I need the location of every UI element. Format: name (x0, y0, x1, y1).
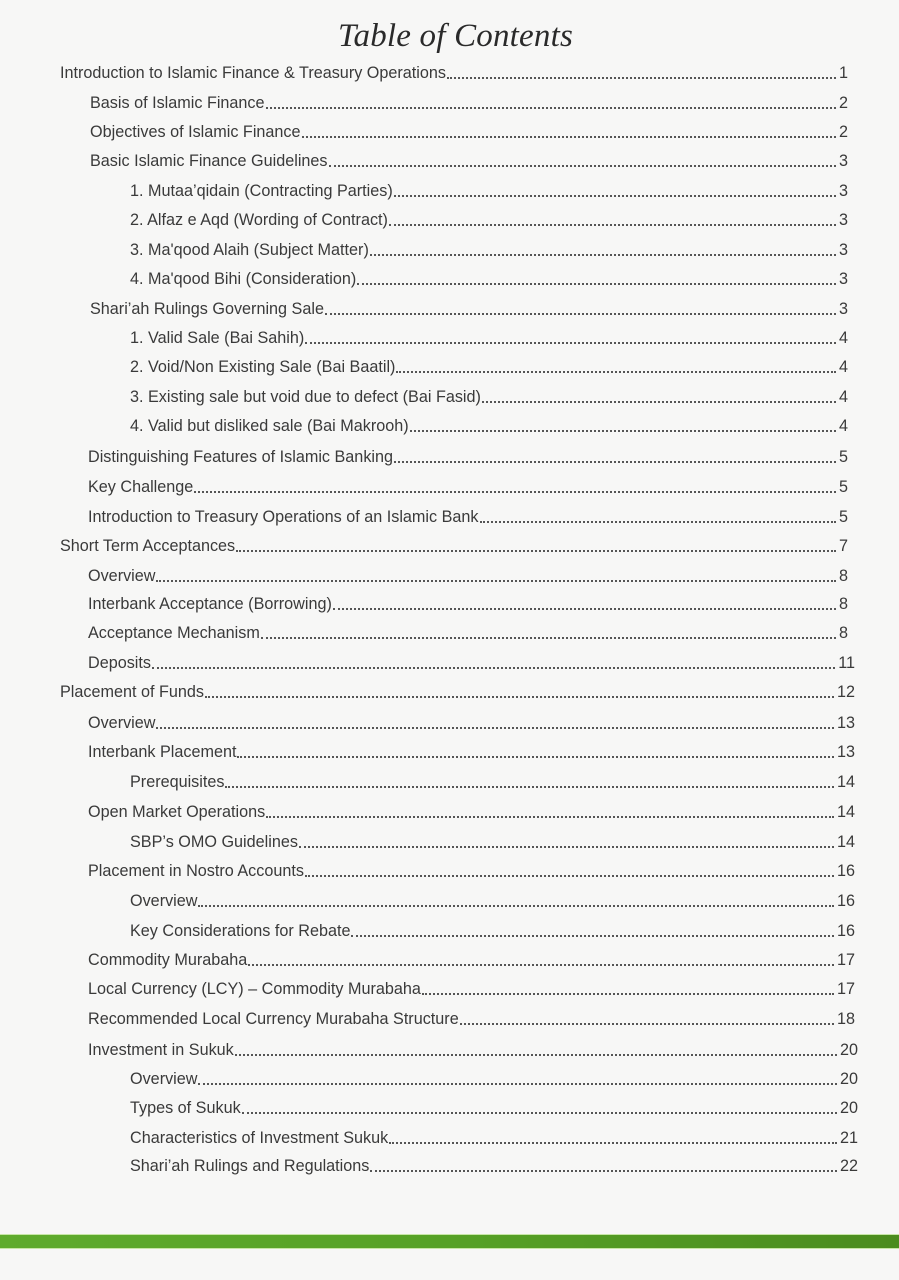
toc-entry-page-number: 1 (838, 64, 848, 82)
toc-entry[interactable] (90, 148, 848, 174)
dot-leader (302, 119, 836, 145)
dot-leader (329, 148, 836, 174)
toc-entry-page-number: 7 (838, 537, 848, 555)
toc-entry[interactable] (130, 325, 848, 351)
dot-leader (198, 888, 834, 914)
toc-entry-page-number: 3 (838, 211, 848, 229)
toc-entry-title: 3. Ma'qood Alaih (Subject Matter) (130, 241, 369, 259)
toc-entry[interactable] (60, 679, 855, 705)
toc-entry-title: Prerequisites (130, 773, 225, 791)
dot-leader (266, 799, 834, 825)
toc-entry-page-number: 3 (838, 182, 848, 200)
toc-entry-page-number: 16 (836, 892, 855, 910)
toc-entry-page-number: 4 (838, 329, 848, 347)
dot-leader (357, 266, 836, 292)
dot-leader (351, 918, 834, 944)
dot-leader (236, 533, 836, 559)
toc-entry-title: Open Market Operations (88, 803, 266, 821)
toc-entry[interactable] (88, 947, 855, 973)
toc-entry-page-number: 22 (839, 1157, 858, 1175)
toc-entry-page-number: 14 (836, 803, 855, 821)
toc-entry[interactable] (88, 591, 848, 617)
toc-entry-page-number: 8 (838, 595, 848, 613)
toc-entry-title: 3. Existing sale but void due to defect (Bai Fasid) (130, 388, 481, 406)
toc-entry-title: Interbank Placement (88, 743, 237, 761)
toc-entry-page-number: 21 (839, 1129, 858, 1147)
toc-entry[interactable] (90, 90, 848, 116)
toc-entry[interactable] (88, 1006, 855, 1032)
toc-entry-title: 2. Alfaz e Aqd (Wording of Contract) (130, 211, 388, 229)
dot-leader (198, 1066, 837, 1092)
dot-leader (410, 413, 836, 439)
toc-entry-page-number: 13 (836, 743, 855, 761)
toc-entry-title: Types of Sukuk (130, 1099, 241, 1117)
dot-leader (422, 976, 834, 1002)
dot-leader (482, 384, 836, 410)
dot-leader (156, 563, 836, 589)
dot-leader (394, 178, 836, 204)
dot-leader (299, 829, 834, 855)
toc-entry-page-number: 4 (838, 358, 848, 376)
toc-entry-title: Key Considerations for Rebate (130, 922, 351, 940)
toc-entry[interactable] (90, 296, 848, 322)
toc-entry[interactable] (130, 918, 855, 944)
toc-entry-page-number: 2 (838, 94, 848, 112)
toc-entry-page-number: 4 (838, 417, 848, 435)
toc-entry[interactable] (88, 710, 855, 736)
toc-entry-page-number: 3 (838, 241, 848, 259)
toc-entry-title: 4. Ma'qood Bihi (Consideration) (130, 270, 357, 288)
toc-entry-page-number: 3 (838, 152, 848, 170)
toc-entry[interactable] (60, 60, 848, 86)
toc-entry[interactable] (130, 1066, 858, 1092)
toc-entry[interactable] (88, 799, 855, 825)
dot-leader (447, 60, 836, 86)
toc-entry[interactable] (130, 1125, 858, 1151)
toc-entry-title: Introduction to Treasury Operations of an Islamic Bank (88, 508, 479, 526)
toc-entry-title: Acceptance Mechanism (88, 624, 260, 642)
toc-entry-page-number: 2 (838, 123, 848, 141)
dot-leader (389, 207, 836, 233)
toc-entry[interactable] (88, 444, 848, 470)
toc-entry-page-number: 14 (836, 773, 855, 791)
dot-leader (333, 591, 836, 617)
toc-entry[interactable] (88, 504, 848, 530)
toc-entry-page-number: 8 (838, 624, 848, 642)
toc-entry-page-number: 8 (838, 567, 848, 585)
toc-entry[interactable] (90, 119, 848, 145)
toc-entry-title: Deposits (88, 654, 151, 672)
dot-leader (396, 354, 836, 380)
toc-entry[interactable] (88, 858, 855, 884)
toc-entry[interactable] (130, 829, 855, 855)
toc-entry[interactable] (130, 769, 855, 795)
toc-entry-title: Introduction to Islamic Finance & Treasury Operations (60, 64, 446, 82)
dot-leader (370, 1153, 837, 1179)
toc-entry[interactable] (130, 237, 848, 263)
toc-entry[interactable] (60, 533, 848, 559)
toc-entry-title: Objectives of Islamic Finance (90, 123, 301, 141)
footer-green-rule (0, 1235, 899, 1248)
toc-entry-page-number: 20 (839, 1099, 858, 1117)
dot-leader (325, 296, 836, 322)
toc-entry[interactable] (130, 354, 848, 380)
toc-entry-page-number: 16 (836, 862, 855, 880)
toc-entry-page-number: 13 (836, 714, 855, 732)
toc-entry[interactable] (88, 620, 848, 646)
toc-entry-title: Commodity Murabaha (88, 951, 248, 969)
dot-leader (152, 650, 835, 676)
dot-leader (156, 710, 834, 736)
dot-leader (261, 620, 836, 646)
toc-entry-title: Investment in Sukuk (88, 1041, 234, 1059)
toc-entry-page-number: 3 (838, 300, 848, 318)
toc-entry-title: Characteristics of Investment Sukuk (130, 1129, 389, 1147)
toc-entry-title: 1. Mutaa’qidain (Contracting Parties) (130, 182, 393, 200)
toc-entry-title: Overview (130, 892, 198, 910)
toc-entry-title: Overview (130, 1070, 198, 1088)
toc-entry-title: Local Currency (LCY) – Commodity Murabaha (88, 980, 421, 998)
dot-leader (305, 325, 836, 351)
toc-entry-title: Basis of Islamic Finance (90, 94, 265, 112)
dot-leader (480, 504, 836, 530)
dot-leader (235, 1037, 837, 1063)
toc-entry-title: SBP’s OMO Guidelines (130, 833, 298, 851)
toc-entry[interactable] (130, 266, 848, 292)
toc-entry-page-number: 3 (838, 270, 848, 288)
toc-entry-title: Shari’ah Rulings Governing Sale (90, 300, 324, 318)
toc-entry-page-number: 14 (836, 833, 855, 851)
toc-entry[interactable] (130, 207, 848, 233)
dot-leader (225, 769, 834, 795)
toc-entry-page-number: 20 (839, 1041, 858, 1059)
toc-entry-page-number: 20 (839, 1070, 858, 1088)
toc-entry-page-number: 16 (836, 922, 855, 940)
toc-entry-title: Placement in Nostro Accounts (88, 862, 304, 880)
toc-entry[interactable] (130, 888, 855, 914)
toc-entry-title: Placement of Funds (60, 683, 204, 701)
toc-entry[interactable] (88, 976, 855, 1002)
toc-entry-page-number: 17 (836, 980, 855, 998)
toc-entry-title: Recommended Local Currency Murabaha Structure (88, 1010, 459, 1028)
toc-entry[interactable] (130, 178, 848, 204)
toc-entry-page-number: 18 (836, 1010, 855, 1028)
toc-entry[interactable] (130, 1095, 858, 1121)
dot-leader (266, 90, 836, 116)
toc-entry-page-number: 5 (838, 448, 848, 466)
toc-entry-title: 4. Valid but disliked sale (Bai Makrooh) (130, 417, 409, 435)
toc-entry[interactable] (130, 1153, 858, 1179)
dot-leader (394, 444, 836, 470)
toc-entry[interactable] (88, 739, 855, 765)
toc-entry-title: 1. Valid Sale (Bai Sahih) (130, 329, 305, 347)
toc-entry[interactable] (130, 413, 848, 439)
dot-leader (194, 474, 836, 500)
toc-entry[interactable] (88, 474, 848, 500)
toc-entry-page-number: 4 (838, 388, 848, 406)
toc-entry-title: Overview (88, 714, 156, 732)
toc-entry-title: Key Challenge (88, 478, 194, 496)
toc-entry-page-number: 5 (838, 508, 848, 526)
toc-entry-title: Distinguishing Features of Islamic Banking (88, 448, 394, 466)
toc-entry-title: Short Term Acceptances (60, 537, 236, 555)
dot-leader (248, 947, 834, 973)
dot-leader (389, 1125, 837, 1151)
dot-leader (242, 1095, 837, 1121)
dot-leader (460, 1006, 834, 1032)
toc-entry-title: 2. Void/Non Existing Sale (Bai Baatil) (130, 358, 396, 376)
toc-entry-page-number: 12 (836, 683, 855, 701)
dot-leader (237, 739, 834, 765)
page-title: Table of Contents (337, 18, 574, 54)
dot-leader (305, 858, 834, 884)
toc-entry-title: Overview (88, 567, 156, 585)
toc-entry-page-number: 17 (836, 951, 855, 969)
dot-leader (370, 237, 836, 263)
toc-entry[interactable] (88, 650, 855, 676)
dot-leader (205, 679, 834, 705)
toc-entry-title: Interbank Acceptance (Borrowing) (88, 595, 332, 613)
toc-entry[interactable] (130, 384, 848, 410)
toc-entry-title: Shari’ah Rulings and Regulations (130, 1157, 370, 1175)
toc-entry[interactable] (88, 1037, 858, 1063)
toc-entry[interactable] (88, 563, 848, 589)
toc-entry-page-number: 11 (838, 654, 855, 672)
toc-entry-page-number: 5 (838, 478, 848, 496)
toc-entry-title: Basic Islamic Finance Guidelines (90, 152, 328, 170)
